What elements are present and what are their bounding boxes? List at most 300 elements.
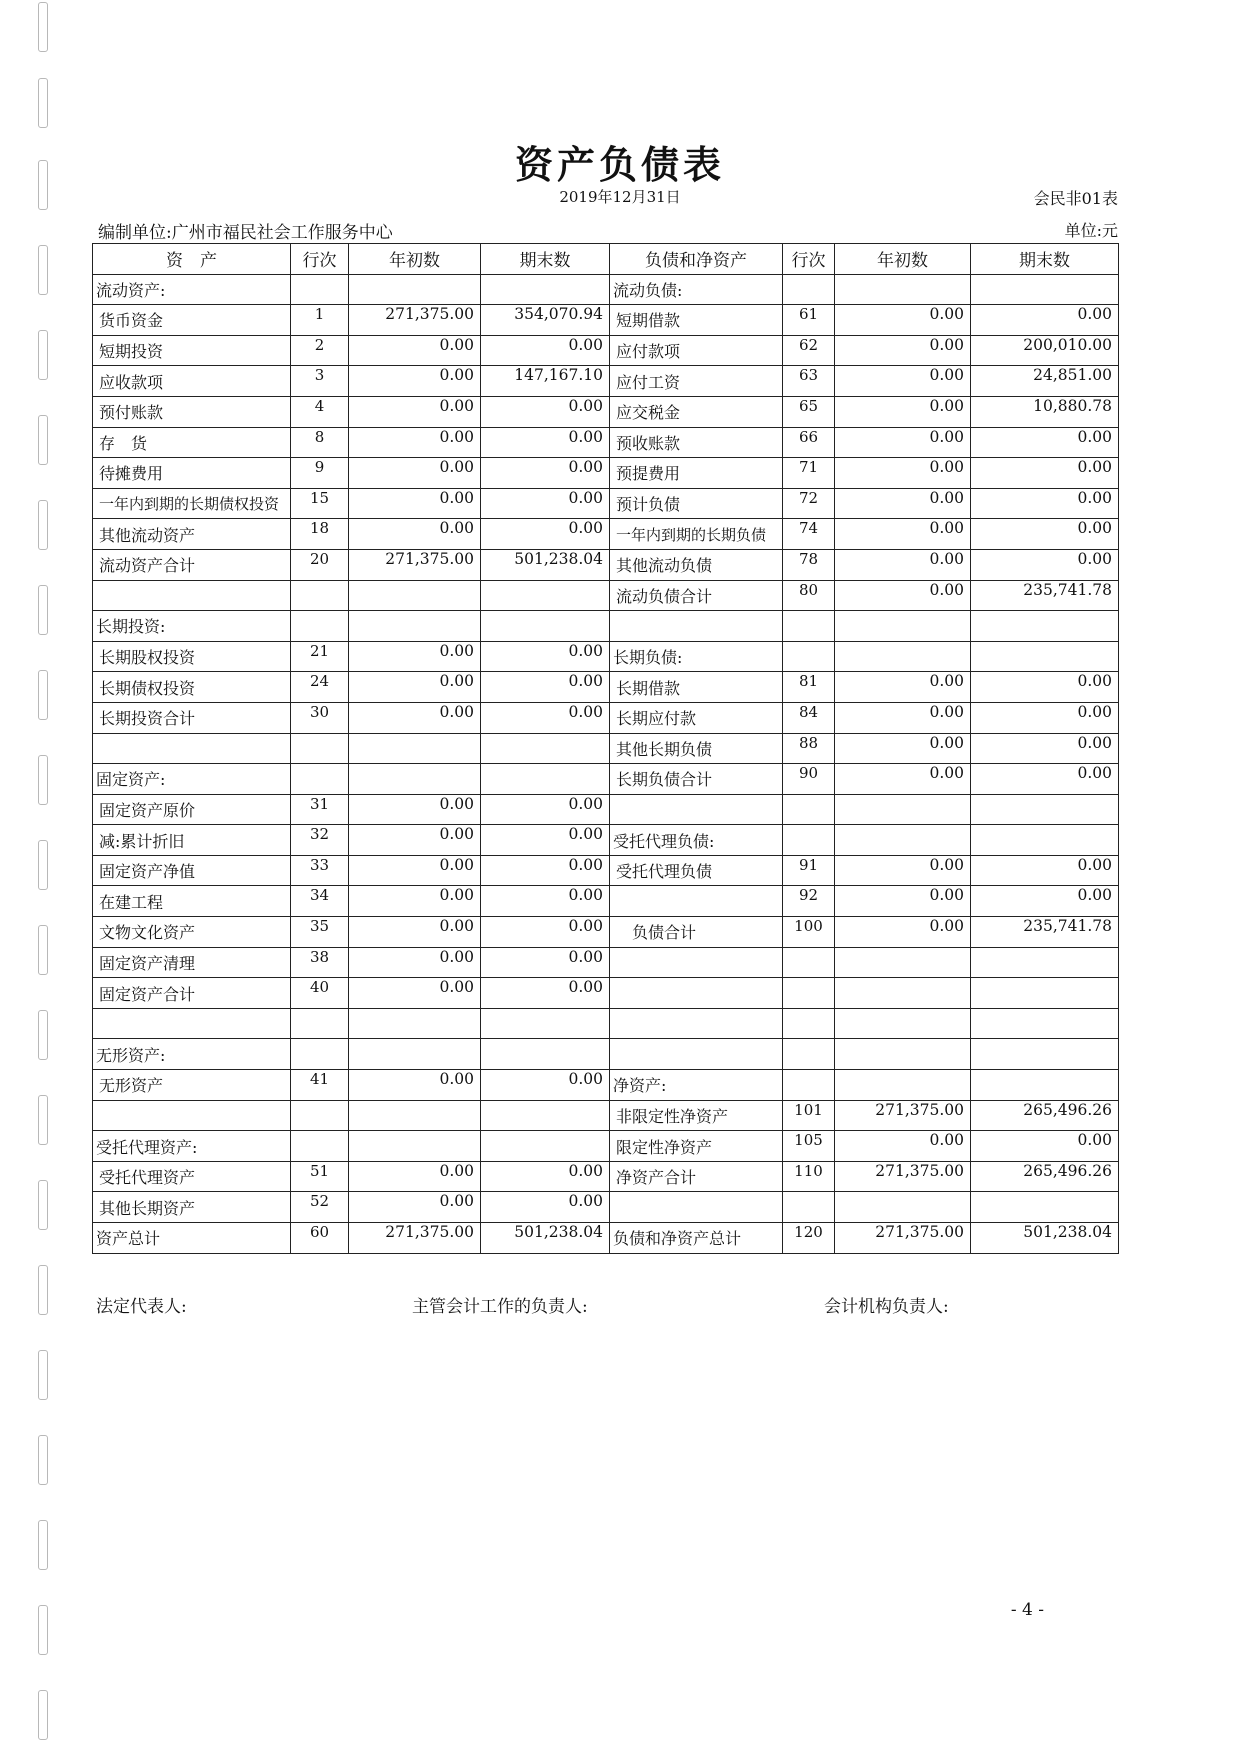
liability-ending-balance: 235,741.78 bbox=[971, 580, 1119, 611]
header-line-no: 行次 bbox=[291, 244, 349, 275]
table-row bbox=[93, 1161, 1119, 1192]
asset-ending-balance: 0.00 bbox=[481, 427, 610, 458]
asset-item-name: 长期债权投资 bbox=[93, 672, 291, 703]
liability-item-name bbox=[610, 978, 783, 1009]
liability-beginning-balance bbox=[835, 1008, 971, 1039]
asset-beginning-balance: 0.00 bbox=[349, 396, 481, 427]
header-ending-balance: 期末数 bbox=[481, 244, 610, 275]
liability-line-no: 74 bbox=[783, 519, 835, 550]
table-row bbox=[93, 947, 1119, 978]
asset-beginning-balance: 0.00 bbox=[349, 947, 481, 978]
liability-item-name: 预提费用 bbox=[610, 458, 783, 489]
asset-ending-balance: 0.00 bbox=[481, 641, 610, 672]
asset-line-no: 51 bbox=[291, 1161, 349, 1192]
liability-line-no bbox=[783, 1070, 835, 1101]
asset-beginning-balance: 0.00 bbox=[349, 917, 481, 948]
header-line-no-right: 行次 bbox=[783, 244, 835, 275]
liability-item-name: 受托代理负债: bbox=[610, 825, 783, 856]
asset-line-no bbox=[291, 580, 349, 611]
header-beginning-balance: 年初数 bbox=[349, 244, 481, 275]
table-row bbox=[93, 825, 1119, 856]
asset-ending-balance bbox=[481, 1100, 610, 1131]
asset-line-no: 60 bbox=[291, 1223, 349, 1254]
asset-line-no bbox=[291, 764, 349, 795]
asset-beginning-balance: 271,375.00 bbox=[349, 305, 481, 336]
liability-line-no: 66 bbox=[783, 427, 835, 458]
liability-line-no: 92 bbox=[783, 886, 835, 917]
table-row bbox=[93, 1008, 1119, 1039]
liability-beginning-balance: 0.00 bbox=[835, 733, 971, 764]
asset-beginning-balance bbox=[349, 733, 481, 764]
table-header-row bbox=[93, 244, 1119, 275]
binding-hole-mark bbox=[38, 2, 48, 52]
asset-line-no bbox=[291, 1131, 349, 1162]
asset-beginning-balance: 0.00 bbox=[349, 458, 481, 489]
liability-item-name bbox=[610, 1039, 783, 1070]
asset-line-no: 3 bbox=[291, 366, 349, 397]
liability-line-no bbox=[783, 641, 835, 672]
liability-beginning-balance: 0.00 bbox=[835, 580, 971, 611]
asset-beginning-balance bbox=[349, 1100, 481, 1131]
liability-line-no: 84 bbox=[783, 702, 835, 733]
asset-ending-balance: 0.00 bbox=[481, 335, 610, 366]
table-row bbox=[93, 427, 1119, 458]
asset-ending-balance: 0.00 bbox=[481, 488, 610, 519]
liability-line-no bbox=[783, 1039, 835, 1070]
liability-beginning-balance bbox=[835, 1192, 971, 1223]
liability-ending-balance bbox=[971, 794, 1119, 825]
asset-line-no bbox=[291, 1008, 349, 1039]
liability-line-no: 81 bbox=[783, 672, 835, 703]
table-row bbox=[93, 702, 1119, 733]
header-assets: 资 产 bbox=[93, 244, 291, 275]
liability-beginning-balance: 0.00 bbox=[835, 1131, 971, 1162]
liability-ending-balance: 200,010.00 bbox=[971, 335, 1119, 366]
asset-ending-balance bbox=[481, 1131, 610, 1162]
signature-line bbox=[96, 1292, 1118, 1316]
asset-line-no bbox=[291, 274, 349, 305]
header-liabilities-net-assets: 负债和净资产 bbox=[610, 244, 783, 275]
asset-ending-balance: 501,238.04 bbox=[481, 549, 610, 580]
liability-beginning-balance: 0.00 bbox=[835, 917, 971, 948]
asset-beginning-balance bbox=[349, 1008, 481, 1039]
binding-hole-mark bbox=[38, 1180, 48, 1230]
liability-item-name: 负债和净资产总计 bbox=[610, 1223, 783, 1254]
liability-line-no bbox=[783, 1008, 835, 1039]
accounting-dept-head-label: 会计机构负责人: bbox=[824, 1297, 949, 1317]
asset-line-no: 35 bbox=[291, 917, 349, 948]
asset-item-name: 其他长期资产 bbox=[93, 1192, 291, 1223]
asset-beginning-balance: 0.00 bbox=[349, 366, 481, 397]
binding-hole-mark bbox=[38, 1265, 48, 1315]
liability-item-name bbox=[610, 1008, 783, 1039]
asset-item-name: 固定资产清理 bbox=[93, 947, 291, 978]
asset-item-name: 减:累计折旧 bbox=[93, 825, 291, 856]
liability-ending-balance: 0.00 bbox=[971, 305, 1119, 336]
liability-beginning-balance: 0.00 bbox=[835, 488, 971, 519]
liability-beginning-balance: 0.00 bbox=[835, 672, 971, 703]
asset-ending-balance bbox=[481, 1039, 610, 1070]
asset-beginning-balance: 0.00 bbox=[349, 488, 481, 519]
binding-hole-mark bbox=[38, 840, 48, 890]
asset-line-no: 20 bbox=[291, 549, 349, 580]
asset-item-name: 长期股权投资 bbox=[93, 641, 291, 672]
liability-line-no bbox=[783, 794, 835, 825]
asset-item-name: 长期投资: bbox=[93, 611, 291, 642]
asset-beginning-balance: 0.00 bbox=[349, 1161, 481, 1192]
asset-item-name bbox=[93, 1008, 291, 1039]
liability-ending-balance: 0.00 bbox=[971, 458, 1119, 489]
liability-ending-balance: 0.00 bbox=[971, 519, 1119, 550]
asset-beginning-balance: 0.00 bbox=[349, 886, 481, 917]
liability-beginning-balance: 271,375.00 bbox=[835, 1100, 971, 1131]
liability-ending-balance: 0.00 bbox=[971, 1131, 1119, 1162]
table-row bbox=[93, 305, 1119, 336]
table-row bbox=[93, 580, 1119, 611]
liability-ending-balance: 0.00 bbox=[971, 672, 1119, 703]
binding-hole-mark bbox=[38, 78, 48, 128]
liability-line-no: 110 bbox=[783, 1161, 835, 1192]
asset-line-no: 41 bbox=[291, 1070, 349, 1101]
liability-item-name: 其他流动负债 bbox=[610, 549, 783, 580]
liability-item-name bbox=[610, 886, 783, 917]
liability-item-name: 负债合计 bbox=[610, 917, 783, 948]
asset-ending-balance bbox=[481, 611, 610, 642]
asset-ending-balance: 0.00 bbox=[481, 886, 610, 917]
binding-hole-mark bbox=[38, 755, 48, 805]
currency-unit: 单位:元 bbox=[1064, 221, 1118, 240]
asset-line-no: 30 bbox=[291, 702, 349, 733]
liability-beginning-balance bbox=[835, 794, 971, 825]
liability-item-name: 其他长期负债 bbox=[610, 733, 783, 764]
table-row bbox=[93, 611, 1119, 642]
liability-beginning-balance: 0.00 bbox=[835, 764, 971, 795]
liability-ending-balance: 501,238.04 bbox=[971, 1223, 1119, 1254]
liability-ending-balance bbox=[971, 274, 1119, 305]
asset-beginning-balance bbox=[349, 1039, 481, 1070]
asset-beginning-balance: 0.00 bbox=[349, 794, 481, 825]
liability-ending-balance: 24,851.00 bbox=[971, 366, 1119, 397]
asset-ending-balance: 0.00 bbox=[481, 917, 610, 948]
liability-ending-balance bbox=[971, 978, 1119, 1009]
liability-line-no: 61 bbox=[783, 305, 835, 336]
table-row bbox=[93, 733, 1119, 764]
table-row bbox=[93, 274, 1119, 305]
asset-line-no: 1 bbox=[291, 305, 349, 336]
asset-item-name: 受托代理资产 bbox=[93, 1161, 291, 1192]
asset-line-no: 24 bbox=[291, 672, 349, 703]
table-row bbox=[93, 1100, 1119, 1131]
asset-line-no bbox=[291, 1100, 349, 1131]
table-body bbox=[93, 274, 1119, 1253]
liability-line-no: 120 bbox=[783, 1223, 835, 1254]
asset-item-name: 固定资产合计 bbox=[93, 978, 291, 1009]
asset-line-no bbox=[291, 611, 349, 642]
liability-beginning-balance: 0.00 bbox=[835, 549, 971, 580]
asset-beginning-balance: 0.00 bbox=[349, 978, 481, 1009]
liability-line-no: 100 bbox=[783, 917, 835, 948]
liability-item-name: 应付工资 bbox=[610, 366, 783, 397]
asset-beginning-balance bbox=[349, 274, 481, 305]
liability-ending-balance bbox=[971, 1039, 1119, 1070]
asset-item-name bbox=[93, 1100, 291, 1131]
liability-line-no bbox=[783, 611, 835, 642]
liability-beginning-balance bbox=[835, 641, 971, 672]
liability-beginning-balance: 0.00 bbox=[835, 855, 971, 886]
liability-line-no: 88 bbox=[783, 733, 835, 764]
asset-item-name: 无形资产 bbox=[93, 1070, 291, 1101]
asset-item-name: 货币资金 bbox=[93, 305, 291, 336]
table-row bbox=[93, 978, 1119, 1009]
liability-line-no: 91 bbox=[783, 855, 835, 886]
liability-item-name: 长期应付款 bbox=[610, 702, 783, 733]
asset-item-name: 受托代理资产: bbox=[93, 1131, 291, 1162]
asset-item-name: 资产总计 bbox=[93, 1223, 291, 1254]
table-row bbox=[93, 1039, 1119, 1070]
liability-ending-balance: 265,496.26 bbox=[971, 1161, 1119, 1192]
liability-item-name: 非限定性净资产 bbox=[610, 1100, 783, 1131]
liability-item-name: 预收账款 bbox=[610, 427, 783, 458]
header-beginning-balance-right: 年初数 bbox=[835, 244, 971, 275]
asset-item-name: 其他流动资产 bbox=[93, 519, 291, 550]
liability-line-no bbox=[783, 825, 835, 856]
liability-ending-balance: 265,496.26 bbox=[971, 1100, 1119, 1131]
binding-hole-mark bbox=[38, 1520, 48, 1570]
liability-item-name: 流动负债: bbox=[610, 274, 783, 305]
table-row bbox=[93, 1131, 1119, 1162]
binding-hole-mark bbox=[38, 925, 48, 975]
liability-ending-balance bbox=[971, 825, 1119, 856]
asset-ending-balance bbox=[481, 580, 610, 611]
asset-line-no: 40 bbox=[291, 978, 349, 1009]
asset-ending-balance: 0.00 bbox=[481, 825, 610, 856]
liability-line-no: 101 bbox=[783, 1100, 835, 1131]
asset-item-name: 待摊费用 bbox=[93, 458, 291, 489]
liability-item-name bbox=[610, 947, 783, 978]
liability-ending-balance: 235,741.78 bbox=[971, 917, 1119, 948]
liability-ending-balance bbox=[971, 611, 1119, 642]
liability-line-no: 105 bbox=[783, 1131, 835, 1162]
table-row bbox=[93, 1192, 1119, 1223]
asset-line-no: 4 bbox=[291, 396, 349, 427]
page-title: 资产负债表 bbox=[514, 142, 725, 187]
table-row bbox=[93, 519, 1119, 550]
liability-beginning-balance: 0.00 bbox=[835, 458, 971, 489]
liability-beginning-balance: 0.00 bbox=[835, 396, 971, 427]
asset-ending-balance: 0.00 bbox=[481, 519, 610, 550]
preparing-organization: 编制单位:广州市福民社会工作服务中心 bbox=[98, 223, 393, 243]
liability-ending-balance bbox=[971, 1070, 1119, 1101]
asset-ending-balance: 0.00 bbox=[481, 794, 610, 825]
liability-item-name: 流动负债合计 bbox=[610, 580, 783, 611]
asset-line-no: 32 bbox=[291, 825, 349, 856]
asset-beginning-balance: 0.00 bbox=[349, 427, 481, 458]
liability-beginning-balance bbox=[835, 978, 971, 1009]
page-number: - 4 - bbox=[1010, 1600, 1044, 1620]
binding-hole-mark bbox=[38, 1435, 48, 1485]
asset-ending-balance: 0.00 bbox=[481, 458, 610, 489]
asset-beginning-balance: 271,375.00 bbox=[349, 1223, 481, 1254]
report-date: 2019年12月31日 bbox=[559, 188, 681, 206]
asset-item-name: 一年内到期的长期债权投资 bbox=[93, 488, 291, 519]
binding-hole-mark bbox=[38, 1010, 48, 1060]
liability-ending-balance: 0.00 bbox=[971, 855, 1119, 886]
table-row bbox=[93, 764, 1119, 795]
binding-hole-mark bbox=[38, 670, 48, 720]
asset-item-name: 应收款项 bbox=[93, 366, 291, 397]
liability-beginning-balance bbox=[835, 274, 971, 305]
table-row bbox=[93, 396, 1119, 427]
liability-line-no bbox=[783, 978, 835, 1009]
asset-line-no: 52 bbox=[291, 1192, 349, 1223]
liability-beginning-balance bbox=[835, 1039, 971, 1070]
table-row bbox=[93, 641, 1119, 672]
asset-item-name: 短期投资 bbox=[93, 335, 291, 366]
liability-item-name: 预计负债 bbox=[610, 488, 783, 519]
liability-beginning-balance bbox=[835, 611, 971, 642]
liability-ending-balance bbox=[971, 641, 1119, 672]
balance-sheet-table bbox=[92, 243, 1119, 1254]
liability-item-name: 应交税金 bbox=[610, 396, 783, 427]
table-row bbox=[93, 672, 1119, 703]
asset-beginning-balance: 271,375.00 bbox=[349, 549, 481, 580]
liability-beginning-balance bbox=[835, 1070, 971, 1101]
asset-item-name: 固定资产净值 bbox=[93, 855, 291, 886]
asset-ending-balance: 0.00 bbox=[481, 947, 610, 978]
asset-line-no: 31 bbox=[291, 794, 349, 825]
asset-item-name: 存 货 bbox=[93, 427, 291, 458]
asset-beginning-balance: 0.00 bbox=[349, 1070, 481, 1101]
liability-beginning-balance: 0.00 bbox=[835, 305, 971, 336]
asset-ending-balance: 501,238.04 bbox=[481, 1223, 610, 1254]
asset-ending-balance bbox=[481, 764, 610, 795]
liability-line-no bbox=[783, 1192, 835, 1223]
binding-hole-mark bbox=[38, 415, 48, 465]
asset-line-no: 34 bbox=[291, 886, 349, 917]
asset-item-name: 文物文化资产 bbox=[93, 917, 291, 948]
liability-item-name: 净资产合计 bbox=[610, 1161, 783, 1192]
liability-item-name: 长期借款 bbox=[610, 672, 783, 703]
liability-ending-balance: 0.00 bbox=[971, 549, 1119, 580]
asset-item-name: 流动资产: bbox=[93, 274, 291, 305]
liability-ending-balance: 10,880.78 bbox=[971, 396, 1119, 427]
asset-beginning-balance bbox=[349, 1131, 481, 1162]
accounting-supervisor-label: 主管会计工作的负责人: bbox=[412, 1297, 588, 1317]
asset-ending-balance: 0.00 bbox=[481, 396, 610, 427]
form-code: 会民非01表 bbox=[1033, 189, 1118, 208]
liability-item-name: 净资产: bbox=[610, 1070, 783, 1101]
asset-line-no bbox=[291, 1039, 349, 1070]
liability-line-no: 90 bbox=[783, 764, 835, 795]
asset-beginning-balance bbox=[349, 764, 481, 795]
asset-line-no: 33 bbox=[291, 855, 349, 886]
asset-beginning-balance: 0.00 bbox=[349, 1192, 481, 1223]
liability-line-no: 63 bbox=[783, 366, 835, 397]
asset-beginning-balance: 0.00 bbox=[349, 335, 481, 366]
asset-beginning-balance: 0.00 bbox=[349, 825, 481, 856]
liability-item-name: 一年内到期的长期负债 bbox=[610, 519, 783, 550]
asset-line-no: 8 bbox=[291, 427, 349, 458]
asset-beginning-balance: 0.00 bbox=[349, 641, 481, 672]
liability-item-name: 短期借款 bbox=[610, 305, 783, 336]
asset-ending-balance: 0.00 bbox=[481, 1161, 610, 1192]
table-row bbox=[93, 794, 1119, 825]
asset-beginning-balance: 0.00 bbox=[349, 702, 481, 733]
liability-ending-balance bbox=[971, 1192, 1119, 1223]
binding-hole-mark bbox=[38, 245, 48, 295]
liability-line-no: 62 bbox=[783, 335, 835, 366]
table-row bbox=[93, 917, 1119, 948]
table-row bbox=[93, 855, 1119, 886]
liability-beginning-balance: 271,375.00 bbox=[835, 1161, 971, 1192]
liability-line-no: 80 bbox=[783, 580, 835, 611]
binding-hole-mark bbox=[38, 1350, 48, 1400]
liability-beginning-balance: 0.00 bbox=[835, 702, 971, 733]
liability-item-name: 应付款项 bbox=[610, 335, 783, 366]
legal-representative-label: 法定代表人: bbox=[96, 1297, 187, 1317]
asset-ending-balance: 0.00 bbox=[481, 978, 610, 1009]
binding-hole-mark bbox=[38, 1605, 48, 1655]
liability-ending-balance bbox=[971, 947, 1119, 978]
liability-line-no bbox=[783, 947, 835, 978]
asset-beginning-balance bbox=[349, 580, 481, 611]
asset-ending-balance: 0.00 bbox=[481, 702, 610, 733]
liability-beginning-balance: 0.00 bbox=[835, 366, 971, 397]
liability-beginning-balance: 0.00 bbox=[835, 886, 971, 917]
liability-ending-balance: 0.00 bbox=[971, 764, 1119, 795]
liability-item-name: 长期负债合计 bbox=[610, 764, 783, 795]
table-row bbox=[93, 488, 1119, 519]
asset-line-no: 21 bbox=[291, 641, 349, 672]
liability-line-no bbox=[783, 274, 835, 305]
binding-hole-mark bbox=[38, 500, 48, 550]
asset-line-no: 38 bbox=[291, 947, 349, 978]
liability-item-name: 受托代理负债 bbox=[610, 855, 783, 886]
liability-item-name bbox=[610, 1192, 783, 1223]
liability-item-name bbox=[610, 611, 783, 642]
table-row bbox=[93, 1070, 1119, 1101]
liability-line-no: 65 bbox=[783, 396, 835, 427]
asset-ending-balance: 354,070.94 bbox=[481, 305, 610, 336]
asset-ending-balance: 147,167.10 bbox=[481, 366, 610, 397]
liability-ending-balance: 0.00 bbox=[971, 427, 1119, 458]
liability-ending-balance bbox=[971, 1008, 1119, 1039]
binding-hole-mark bbox=[38, 585, 48, 635]
asset-line-no: 18 bbox=[291, 519, 349, 550]
asset-item-name: 预付账款 bbox=[93, 396, 291, 427]
liability-beginning-balance bbox=[835, 825, 971, 856]
asset-beginning-balance: 0.00 bbox=[349, 672, 481, 703]
liability-item-name: 长期负债: bbox=[610, 641, 783, 672]
binding-hole-mark bbox=[38, 330, 48, 380]
liability-ending-balance: 0.00 bbox=[971, 488, 1119, 519]
asset-item-name: 流动资产合计 bbox=[93, 549, 291, 580]
liability-ending-balance: 0.00 bbox=[971, 886, 1119, 917]
liability-item-name: 限定性净资产 bbox=[610, 1131, 783, 1162]
liability-item-name bbox=[610, 794, 783, 825]
asset-line-no bbox=[291, 733, 349, 764]
liability-beginning-balance: 0.00 bbox=[835, 335, 971, 366]
table-row bbox=[93, 1223, 1119, 1254]
asset-beginning-balance bbox=[349, 611, 481, 642]
binding-hole-mark bbox=[38, 1095, 48, 1145]
liability-beginning-balance: 0.00 bbox=[835, 519, 971, 550]
asset-ending-balance bbox=[481, 733, 610, 764]
table-row bbox=[93, 549, 1119, 580]
table-row bbox=[93, 366, 1119, 397]
asset-item-name: 固定资产: bbox=[93, 764, 291, 795]
asset-ending-balance: 0.00 bbox=[481, 1070, 610, 1101]
